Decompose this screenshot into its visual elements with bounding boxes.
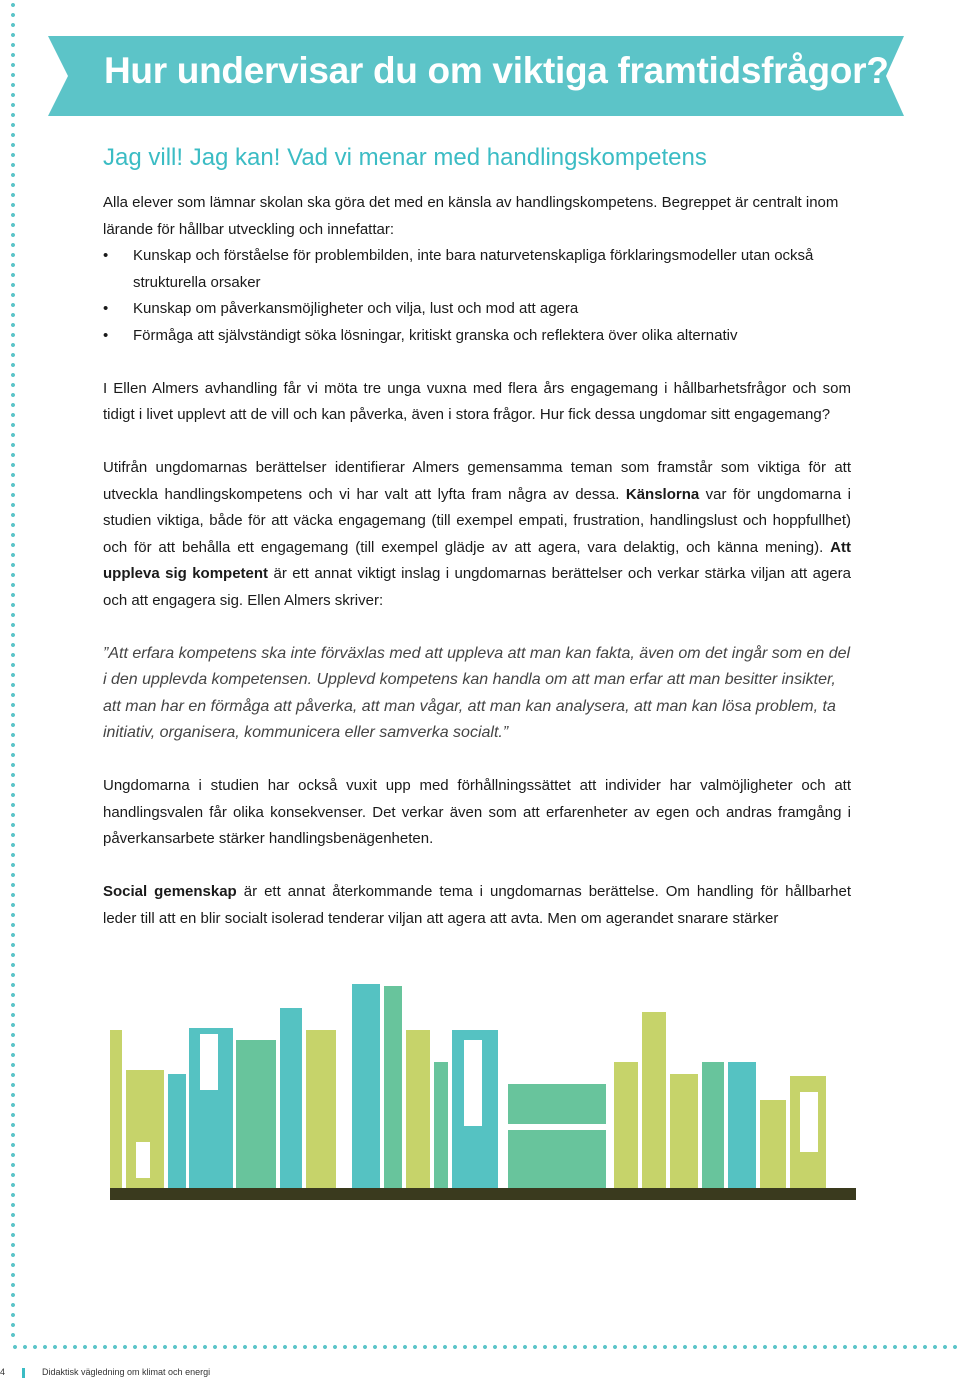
book: [702, 1062, 724, 1188]
paragraph-social: [103, 879, 851, 932]
intro-paragraph: Alla elever som lämnar skolan ska göra det med en känsla av handlingskompetens. Begreppet är centralt inom lärande för hållbar utveckling och innefattar:: [103, 194, 839, 238]
list-item: • Kunskap och förståelse för problembilden, inte bara naturvetenskapliga förklaringsmodeller utan också strukturella orsaker: [103, 243, 851, 296]
paragraph-choices: Ungdomarna i studien har också vuxit upp med förhållningssättet att individer har valmöjligheter och att handlingsvalen får olika konsekvenser. Det verkar även som att erfarenheter av egen och andras framgång i påverkansarbete stärker handlingsbenägenheten.: [103, 777, 851, 847]
book-label: [136, 1142, 150, 1178]
book: [760, 1100, 786, 1188]
bookshelf-illustration: [110, 982, 856, 1200]
book-label: [800, 1092, 818, 1152]
book: [508, 1084, 606, 1188]
paragraph-themes: [103, 455, 851, 614]
book-label: [200, 1034, 218, 1090]
book: [434, 1062, 448, 1188]
footer-title: Didaktisk vägledning om klimat och energi: [42, 1367, 211, 1377]
quote-block: ”Att erfara kompetens ska inte förväxlas med att uppleva att man kan fakta, även om det ingår som en del i den upplevda kompetensen. Upplevd kompetens kan handla om att man erfar att man besitter insikter, att man har en förmåga att påverka, att man vågar, att man kan analysera, att man kan lösa problem, ta initiativ, organisera, kommunicera eller samverka socialt.”: [103, 644, 851, 741]
book: [306, 1030, 336, 1188]
paragraph-text: var för ungdomarna i studien viktiga, både för att väcka engagemang (till exempel empati, frustration, handlingslust och hoppfullhet) och för att behålla ett engagemang (till exempel glädje av att agera, vara delaktig, och känna mening).: [103, 485, 851, 556]
title-ribbon: [48, 36, 904, 116]
book-label: [464, 1040, 482, 1126]
page-title: Hur undervisar du om viktiga framtidsfrågor?: [104, 50, 889, 91]
book: [728, 1062, 756, 1188]
emphasis-competent: Att uppleva sig kompetent: [103, 538, 851, 582]
page-number: 4: [0, 1367, 6, 1377]
section-heading: Jag vill! Jag kan! Vad vi menar med handlingskompetens: [103, 144, 707, 171]
footer-accent-bar: [22, 1368, 25, 1378]
list-item: • Kunskap om påverkansmöjligheter och vilja, lust och mod att agera: [103, 296, 851, 323]
book: [642, 1012, 666, 1188]
bottom-dotted-border: [10, 1344, 960, 1350]
book: [384, 986, 402, 1188]
paragraph-text: är ett annat återkommande tema i ungdomarnas berättelse. Om handling för hållbarhet leder till att en blir socialt isolerad tenderar viljan att agera att avta. Men om agerandet snarare stärker: [103, 883, 851, 927]
book: [670, 1074, 698, 1188]
shelf: [110, 1188, 856, 1200]
paragraph-text: är ett annat viktigt inslag i ungdomarnas berättelser och verkar stärka viljan att agera och att engagera sig. Ellen Almers skriver:: [103, 565, 851, 609]
book: [352, 984, 380, 1188]
book: [406, 1030, 430, 1188]
article-body: [103, 140, 851, 932]
paragraph-almers: I Ellen Almers avhandling får vi möta tre unga vuxna med flera års engagemang i hållbarhetsfrågor och som tidigt i livet upplevt att de vill och kan påverka, även i stora frågor. Hur fick dessa ungdomar sitt engagemang?: [103, 379, 851, 423]
book: [280, 1008, 302, 1188]
emphasis-social: Social gemenskap: [103, 883, 237, 900]
book: [110, 1030, 122, 1188]
left-dotted-border: [10, 0, 16, 1340]
paragraph-text: Utifrån ungdomarnas berättelser identifierar Almers gemensamma teman som framstår som viktiga för att utveckla handlingskompetens och vi har valt att lyfta fram några av dessa.: [103, 459, 851, 503]
competence-list: [103, 243, 851, 349]
book: [236, 1040, 276, 1188]
book: [168, 1074, 186, 1188]
book-label: [508, 1124, 606, 1130]
emphasis-feelings: Känslorna: [625, 485, 700, 503]
list-item: • Förmåga att självständigt söka lösningar, kritiskt granska och reflektera över olika alternativ: [103, 323, 851, 350]
book: [614, 1062, 638, 1188]
